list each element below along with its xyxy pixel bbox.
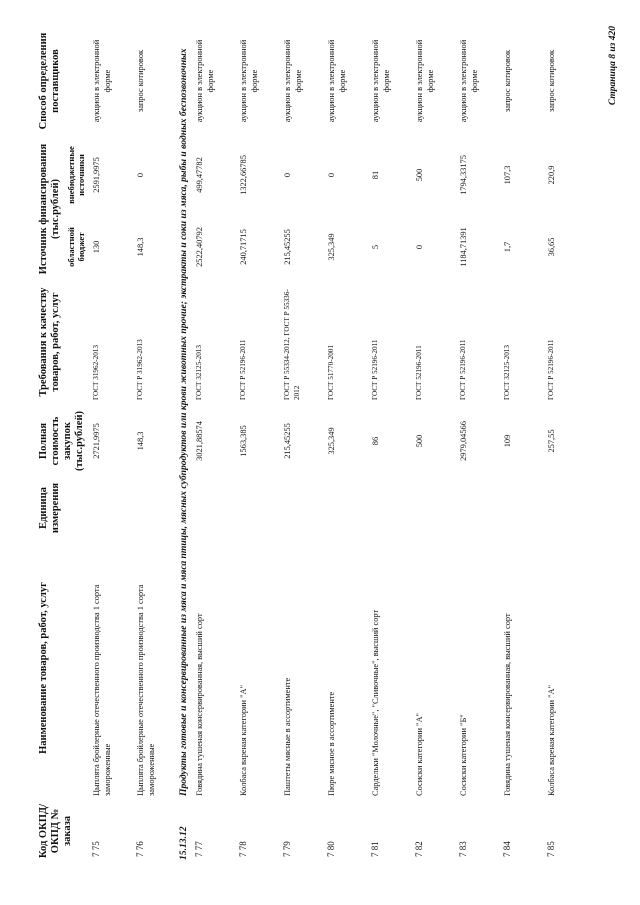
col-extrabudget-header: внебюджетные источники — [66, 146, 86, 204]
col-unit-header: Единица измерения — [38, 482, 61, 534]
row-name: Сосиски категории "А" — [415, 713, 424, 796]
col-name-header: Наименование товаров, работ, услуг — [38, 582, 49, 754]
row-total: 109 — [503, 434, 512, 448]
row-standard: ГОСТ Р 55334-2012, ГОСТ Р 55336-2012 — [283, 289, 301, 400]
row-name: Пюре мясное в ассортименте — [327, 691, 336, 796]
row-total: 2721,9975 — [92, 423, 101, 459]
row-number: 7 81 — [370, 841, 380, 857]
row-name: Говядина тушеная консервированная, высший сорт — [195, 613, 204, 796]
row-standard: ГОСТ 31962-2013 — [92, 345, 100, 400]
row-extrabudget: 0 — [327, 172, 336, 178]
row-standard: ГОСТ Р 52196-2011 — [239, 339, 247, 400]
table-header — [36, 25, 88, 863]
row-unit — [279, 479, 323, 537]
row-regional: 240,71715 — [239, 229, 248, 265]
table-row — [323, 25, 367, 863]
row-method: аукцион в электронной форме — [327, 39, 347, 123]
col-total-header: Полная стоимость закупок (тыс.рублей) — [38, 410, 85, 472]
row-unit — [132, 479, 176, 537]
row-name: Колбаса вареная категории "А" — [239, 684, 248, 796]
row-method: аукцион в электронной форме — [92, 39, 112, 123]
row-standard: ГОСТ Р 52196-2011 — [371, 339, 379, 400]
row-total: 148,3 — [136, 431, 145, 451]
table-row — [543, 25, 587, 863]
row-total: 325,349 — [327, 427, 336, 455]
row-standard: ГОСТ Р 52196-2011 — [459, 339, 467, 400]
row-extrabudget: 0 — [136, 172, 145, 178]
row-number: 7 85 — [546, 841, 556, 857]
row-standard: ГОСТ Р 52196-2011 — [547, 339, 555, 400]
row-unit — [367, 479, 411, 537]
row-total: 215,45255 — [283, 423, 292, 459]
row-regional: 5 — [371, 244, 380, 250]
row-regional: 130 — [92, 240, 101, 254]
table-row — [279, 25, 323, 863]
row-unit — [235, 479, 279, 537]
row-standard: ГОСТ 52196-2011 — [415, 345, 423, 400]
row-extrabudget: 220,9 — [547, 165, 556, 185]
row-total: 1563,385 — [239, 425, 248, 457]
row-regional: 325,349 — [327, 233, 336, 261]
row-extrabudget: 2591,9975 — [92, 157, 101, 193]
row-method: аукцион в электронной форме — [415, 39, 435, 123]
row-unit — [411, 479, 455, 537]
procurement-table — [36, 25, 587, 863]
table-row — [499, 25, 543, 863]
row-regional: 148,3 — [136, 237, 145, 257]
row-regional: 36,65 — [547, 237, 556, 257]
table-row — [455, 25, 499, 863]
row-unit — [88, 479, 132, 537]
row-name: Цыплята бройлерные отечественного производства 1 сорта замороженные — [92, 584, 112, 796]
row-unit — [191, 479, 235, 537]
row-method: аукцион в электронной форме — [371, 39, 391, 123]
col-method-header: Способ определения поставщиков — [38, 32, 61, 130]
row-standard: ГОСТ Р 31962-2013 — [136, 339, 144, 400]
row-method: аукцион в электронной форме — [195, 39, 215, 123]
row-extrabudget: 1322,66785 — [239, 155, 248, 195]
row-method: аукцион в электронной форме — [459, 39, 479, 123]
row-name: Колбаса вареная категории "А" — [547, 684, 556, 796]
row-total: 257,55 — [547, 429, 556, 453]
row-standard: ГОСТ 32125-2013 — [503, 345, 511, 400]
row-regional: 1184,71391 — [459, 227, 468, 267]
row-name: Сардельки "Молочные", "Сливочные", высший сорт — [371, 609, 380, 796]
row-number: 7 77 — [194, 841, 204, 857]
row-extrabudget: 1794,33175 — [459, 155, 468, 195]
col-code-header: Код ОКПД/ ОКПД № заказа — [38, 803, 73, 859]
table-row — [88, 25, 132, 863]
section-code: 15.13.12 — [178, 826, 189, 860]
row-standard: ГОСТ 32125-2013 — [195, 345, 203, 400]
row-number: 7 83 — [458, 841, 468, 857]
row-extrabudget: 81 — [371, 170, 380, 180]
row-total: 500 — [415, 434, 424, 448]
table-row — [191, 25, 235, 863]
section-row — [176, 25, 191, 863]
row-number: 7 79 — [282, 841, 292, 857]
table-row — [411, 25, 455, 863]
row-method: запрос котировок — [136, 49, 145, 113]
row-method: запрос котировок — [503, 49, 512, 113]
row-extrabudget: 0 — [283, 172, 292, 178]
row-regional: 1,7 — [503, 241, 512, 253]
table-row — [132, 25, 176, 863]
row-name: Сосиски категории "Б" — [459, 714, 468, 796]
row-method: аукцион в электронной форме — [239, 39, 259, 123]
row-extrabudget: 499,47782 — [195, 157, 204, 193]
row-total: 3021,88574 — [195, 421, 204, 461]
row-extrabudget: 500 — [415, 168, 424, 182]
table-row — [235, 25, 279, 863]
table-row — [367, 25, 411, 863]
row-extrabudget: 107,3 — [503, 165, 512, 185]
row-number: 7 82 — [414, 841, 424, 857]
row-method: запрос котировок — [547, 49, 556, 113]
row-number: 7 80 — [326, 841, 336, 857]
col-requirements-header: Требования к качеству товаров, работ, услуг — [38, 287, 61, 397]
col-regional-header: областной бюджет — [66, 227, 86, 267]
row-number: 7 84 — [502, 841, 512, 857]
row-name: Паштеты мясные в ассортименте — [283, 677, 292, 796]
row-unit — [543, 479, 587, 537]
row-regional: 215,45255 — [283, 229, 292, 265]
row-total: 2979,04566 — [459, 421, 468, 461]
row-number: 7 78 — [238, 841, 248, 857]
page-number: Страница 8 из 420 — [608, 26, 618, 106]
row-unit — [455, 479, 499, 537]
section-title: Продукты готовые и консервированные из мяса и мяса птицы, мясных субпродуктов или крови животных прочие; экстракты и соки из мяса, рыбы и водных беспозвоночных — [178, 48, 189, 796]
row-name: Цыплята бройлерные отечественного производства 1 сорта замороженные — [136, 584, 156, 796]
row-total: 86 — [371, 436, 380, 446]
row-number: 7 76 — [135, 841, 145, 857]
row-unit — [323, 479, 367, 537]
row-regional: 2522,40792 — [195, 227, 204, 267]
row-method: аукцион в электронной форме — [283, 39, 303, 123]
row-name: Говядина тушеная консервированная, высший сорт — [503, 613, 512, 796]
row-standard: ГОСТ 51770-2001 — [327, 345, 335, 400]
table-body — [88, 25, 587, 863]
row-unit — [499, 479, 543, 537]
row-regional: 0 — [415, 244, 424, 250]
row-number: 7 75 — [91, 841, 101, 857]
col-funding-header: Источник финансирования (тыс.рублей) — [38, 143, 61, 275]
